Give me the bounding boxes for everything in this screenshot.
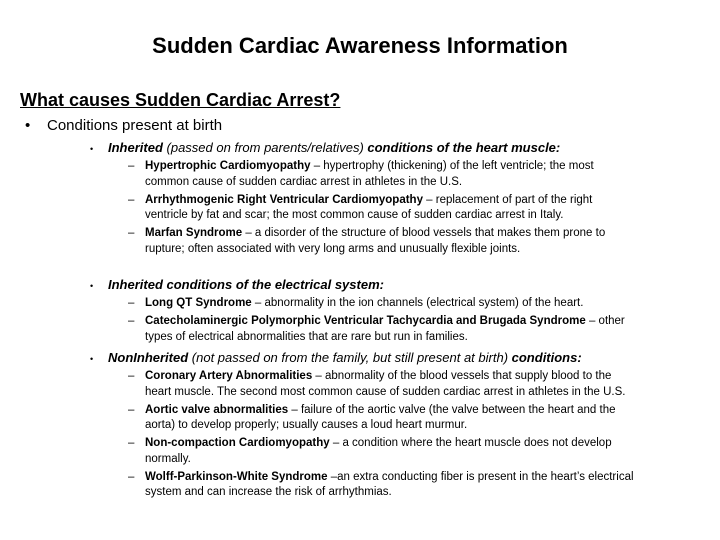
bullet-icon: • [25,117,31,134]
subsection-tail: conditions: [511,350,582,365]
list-item [128,193,638,224]
item-description: – failure of the aortic valve (the valve between the heart and the aorta) to develop properly; usually causes a loud heart murmur. [145,403,616,432]
list-item [128,226,638,257]
dash-bullet: – [128,193,135,206]
dash-bullet: – [128,297,135,309]
subsection-inherited-electrical [90,277,384,292]
item-description: – abnormality of the blood vessels that supply blood to the heart muscle. The second most common cause of sudden cardiac arrest in athletes in the U.S. [145,370,626,398]
item-term: Non-compaction Cardiomyopathy [145,437,330,450]
slide-title: Sudden Cardiac Awareness Information [152,33,568,58]
item-term: Wolff-Parkinson-White Syndrome [145,470,328,483]
dash-bullet: – [128,370,135,382]
bullet-icon: • [90,353,94,364]
item-description: – a disorder of the structure of blood vessels that makes them prone to rupture; often associated with very long arms and unusually flexible joints. [145,227,606,255]
item-description: – a condition where the heart muscle does not develop normally. [145,437,612,465]
subsection-qualifier: (not passed on from the family, but still present at birth) [188,350,512,365]
subsection-inherited-muscle [90,140,560,155]
item-description: –an extra conducting fiber is present in the heart’s electrical system and can increase the risk of arrhythmias. [145,470,634,499]
item-term: Marfan Syndrome [145,227,243,240]
bullet-icon: • [90,280,94,291]
item-term: Aortic valve abnormalities [145,403,289,416]
item-list [128,369,638,503]
item-list [128,159,638,260]
item-term: Catecholaminergic Polymorphic Ventricular Tachycardia and Brugada Syndrome [145,314,586,327]
list-item [128,436,638,467]
subsection-qualifier: (passed on from parents/relatives) [162,140,368,155]
subsection-tail: conditions of the heart muscle: [367,140,561,155]
subsection-lead: Inherited conditions of the electrical system: [108,277,384,292]
list-item [128,403,638,434]
item-description: – replacement of part of the right ventricle by fat and scar; the most common cause of sudden cardiac arrest in Italy. [145,193,593,222]
subsection-lead: Inherited [108,140,163,155]
dash-bullet: – [128,470,135,483]
subsection-lead: NonInherited [108,350,189,365]
level1-text: Conditions present at birth [47,117,223,134]
list-item [128,314,638,345]
dash-bullet: – [128,437,135,450]
item-term: Long QT Syndrome [145,297,252,309]
subsection-noninherited [90,350,582,365]
dash-bullet: – [128,160,135,172]
item-description: – abnormality in the ion channels (electrical system) of the heart. [251,297,584,309]
list-item [128,159,638,190]
dash-bullet: – [128,403,135,416]
item-term: Arrhythmogenic Right Ventricular Cardiomyopathy [145,193,423,206]
item-list [128,296,638,348]
item-term: Coronary Artery Abnormalities [145,370,313,382]
item-description: – hypertrophy (thickening) of the left ventricle; the most common cause of sudden cardiac arrest in athletes in the U.S. [145,160,594,188]
list-item [128,470,638,501]
list-item [128,369,638,400]
item-term: Hypertrophic Cardiomyopathy [145,160,311,172]
bullet-icon: • [90,143,94,154]
list-item [128,296,638,312]
item-description: – other types of electrical abnormalities that are rare but run in families. [145,314,625,343]
section-heading: What causes Sudden Cardiac Arrest? [20,90,341,110]
dash-bullet: – [128,314,135,327]
dash-bullet: – [128,227,135,240]
level1-bullet-item [25,117,222,134]
